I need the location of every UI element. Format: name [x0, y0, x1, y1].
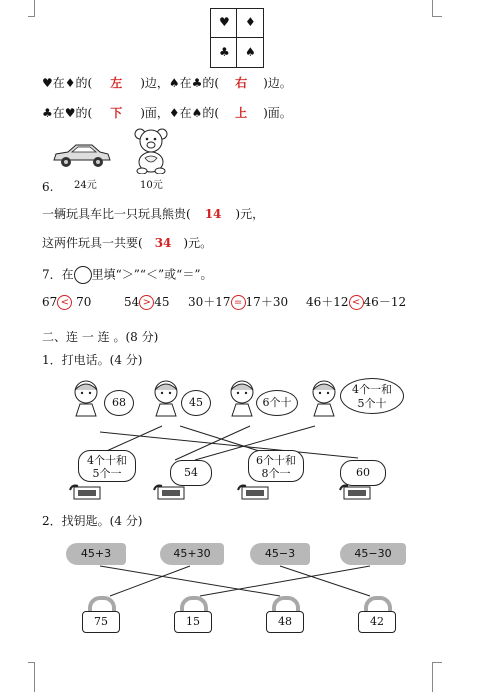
q7-title: 7．在 里填“＞”“＜”或“＝”。 — [42, 266, 212, 284]
answer: 上 — [235, 106, 248, 120]
answer: 下 — [110, 106, 123, 120]
speech-bubble: 4个十和 5个一 — [78, 450, 136, 482]
answer: 34 — [154, 236, 172, 250]
key-icon: 45−3 — [250, 543, 310, 565]
answer: 左 — [110, 76, 123, 90]
q7-item: 46＋12 < 46－12 — [306, 295, 407, 309]
diamond-icon: ♦ — [245, 15, 256, 29]
q7-item: 30＋17 = 17＋30 — [188, 295, 289, 309]
q7-item: 54 > 45 — [124, 295, 170, 309]
speech-bubble: 6个十和 8个一 — [248, 450, 304, 482]
suit-question-2: ♣在♥的( 下 )面，♦在♠的( 上 )面。 — [42, 106, 292, 120]
answer: 右 — [235, 76, 248, 90]
bear-price: 10元 — [140, 180, 163, 191]
key-icon: 45+30 — [160, 543, 224, 565]
heart-icon: ♥ — [219, 15, 230, 29]
q2-title: 2．找钥匙。(4 分) — [42, 514, 143, 528]
question-number: 6. — [42, 180, 54, 194]
comparison-circle: < — [349, 295, 364, 310]
comparison-circle: > — [139, 295, 154, 310]
q1-title: 1．打电话。(4 分) — [42, 353, 143, 367]
speech-bubble: 4个一和 5个十 — [340, 378, 404, 414]
q6-line-1: 一辆玩具车比一只玩具熊贵( 14 )元， — [42, 207, 265, 221]
speech-bubble: 54 — [170, 460, 212, 486]
suit-question-1: ♥在♦的( 左 )边，♠在♣的( 右 )边。 — [42, 76, 292, 90]
q7-item: 67 < 70 — [42, 295, 92, 309]
car-price: 24元 — [74, 180, 97, 191]
speech-bubble: 6个十 — [256, 390, 298, 416]
comparison-circle: = — [231, 295, 246, 310]
speech-bubble: 68 — [104, 390, 134, 416]
club-icon: ♣ — [219, 45, 230, 59]
speech-bubble: 60 — [340, 460, 386, 486]
key-icon: 45+3 — [66, 543, 126, 565]
q6-line-2: 这两件玩具一共要( 34 )元。 — [42, 236, 213, 250]
section-title: 二、连 一 连 。(8 分) — [42, 330, 159, 344]
spade-icon: ♠ — [245, 45, 256, 59]
comparison-circle: < — [57, 295, 72, 310]
speech-bubble: 45 — [181, 390, 211, 416]
answer: 14 — [204, 207, 222, 221]
key-icon: 45−30 — [340, 543, 406, 565]
